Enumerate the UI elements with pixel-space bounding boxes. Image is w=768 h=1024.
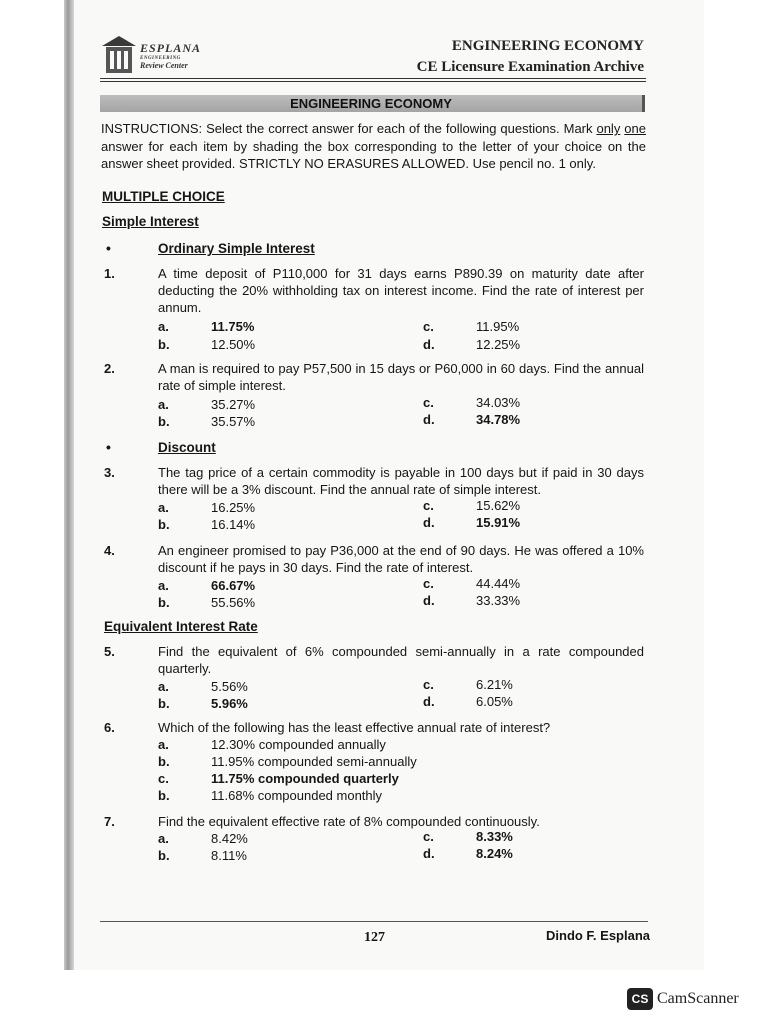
camscanner-icon: CS	[627, 988, 653, 1010]
choice-value: 35.27%	[211, 397, 256, 412]
choice-letter: d.	[423, 515, 435, 530]
choice-letter: d.	[423, 846, 435, 861]
review-center-logo	[100, 34, 235, 78]
footer-rule	[100, 921, 648, 922]
camscanner-text: CamScanner	[657, 990, 739, 1007]
choice-letter: c.	[158, 771, 169, 786]
logo-building-icon	[100, 34, 138, 74]
heading-simple-interest: Simple Interest	[102, 214, 199, 229]
choice-letter: b.	[158, 414, 170, 429]
choice-value: 44.44%	[476, 576, 521, 591]
instructions-only: only	[596, 121, 621, 136]
question-text: A man is required to pay P57,500 in 15 days or P60,000 in 60 days. Find the annual rate of simple interest.	[158, 361, 644, 393]
choice-value: 55.56%	[211, 595, 256, 610]
bullet-1: •	[106, 240, 111, 256]
choice-value: 15.91%	[476, 515, 521, 530]
choice-letter: d.	[423, 412, 435, 427]
choice-value: 11.95%	[476, 319, 520, 334]
choice-value: 11.95% compounded semi-annually	[211, 754, 417, 769]
instructions-one: one	[624, 121, 646, 136]
choice-letter: a.	[158, 679, 169, 694]
question-text: Which of the following has the least effective annual rate of interest?	[158, 720, 551, 735]
choice-letter: c.	[423, 395, 434, 410]
choice-value: 6.05%	[476, 694, 513, 709]
choice-value: 16.14%	[211, 517, 256, 532]
header-rule-2	[100, 81, 646, 82]
camscanner-watermark	[627, 988, 739, 1010]
choice-letter: a.	[158, 397, 169, 412]
question-text: An engineer promised to pay P36,000 at the end of 90 days. He was offered a 10% discount if he pays in 30 days. Find the rate of interest.	[158, 543, 644, 575]
instructions-part1: INSTRUCTIONS: Select the correct answer for each of the following questions. Mark	[101, 121, 597, 136]
question-number: 7.	[104, 814, 115, 829]
choice-value: 8.11%	[211, 848, 247, 863]
header-title-line2: CE Licensure Examination Archive	[416, 59, 644, 75]
heading-discount: Discount	[158, 440, 216, 455]
instructions-part2: answer for each item by shading the box corresponding to the letter of your choice on the answer sheet provided. STRICTLY NO ERASURES ALLOWED. Use pencil no. 1 only.	[101, 138, 646, 171]
choice-value: 16.25%	[211, 500, 256, 515]
choice-letter: a.	[158, 737, 169, 752]
heading-multiple-choice: MULTIPLE CHOICE	[102, 189, 225, 204]
choice-value: 34.03%	[476, 395, 521, 410]
question-text: A time deposit of P110,000 for 31 days earns P890.39 on maturity date after deducting the 20% withholding tax on interest income. Find the rate of interest per annum.	[158, 266, 644, 315]
choice-value: 12.50%	[211, 337, 256, 352]
choice-value: 5.96%	[211, 696, 248, 711]
binder-edge	[64, 0, 74, 970]
bullet-2: •	[106, 439, 111, 455]
header-title-line1: ENGINEERING ECONOMY	[451, 38, 644, 54]
choice-letter: c.	[423, 498, 434, 513]
choice-value: 35.57%	[211, 414, 256, 429]
choice-letter: a.	[158, 831, 169, 846]
choice-value: 8.33%	[476, 829, 513, 844]
header-title	[417, 36, 644, 78]
choice-value: 8.42%	[211, 831, 248, 846]
page-number: 127	[364, 930, 385, 945]
choice-value: 33.33%	[476, 593, 521, 608]
question-text: Find the equivalent effective rate of 8% compounded continuously.	[158, 814, 540, 829]
choice-letter: a.	[158, 500, 169, 515]
choice-value: 11.75%	[211, 319, 255, 334]
choice-letter: c.	[423, 576, 434, 591]
choice-letter: c.	[423, 677, 434, 692]
choice-letter: d.	[423, 593, 435, 608]
choice-letter: b.	[158, 788, 170, 803]
choice-letter: a.	[158, 319, 169, 334]
choice-letter: b.	[158, 337, 170, 352]
question-text: The tag price of a certain commodity is payable in 100 days but if paid in 30 days there will be a 3% discount. Find the annual rate of simple interest.	[158, 465, 644, 497]
choice-value: 15.62%	[476, 498, 521, 513]
section-banner: ENGINEERING ECONOMY	[100, 95, 645, 112]
choice-value: 66.67%	[211, 578, 256, 593]
question-number: 6.	[104, 720, 115, 735]
author-name: Dindo F. Esplana	[546, 928, 651, 943]
choice-letter: d.	[423, 337, 435, 352]
heading-equivalent-interest-rate: Equivalent Interest Rate	[104, 619, 258, 634]
choice-letter: b.	[158, 696, 170, 711]
choice-letter: c.	[423, 829, 434, 844]
instructions	[101, 120, 646, 173]
choice-letter: c.	[423, 319, 434, 334]
choice-value: 11.68% compounded monthly	[211, 788, 383, 803]
question-text: Find the equivalent of 6% compounded semi-annually in a rate compounded quarterly.	[158, 644, 644, 676]
question-number: 2.	[104, 361, 115, 376]
logo-line1: ESPLANA	[140, 41, 202, 55]
question-number: 5.	[104, 644, 115, 659]
header-rule	[100, 78, 646, 79]
heading-ordinary-simple-interest: Ordinary Simple Interest	[158, 241, 315, 256]
choice-value: 6.21%	[476, 677, 513, 692]
question-number: 4.	[104, 543, 115, 558]
choice-value: 12.25%	[476, 337, 521, 352]
choice-letter: b.	[158, 754, 170, 769]
choice-value: 34.78%	[476, 412, 521, 427]
question-number: 1.	[104, 266, 115, 281]
choice-value: 12.30% compounded annually	[211, 737, 386, 752]
choice-letter: b.	[158, 595, 170, 610]
question-number: 3.	[104, 465, 115, 480]
logo-line2: ENGINEERING	[140, 56, 181, 61]
choice-letter: b.	[158, 517, 170, 532]
choice-value: 5.56%	[211, 679, 248, 694]
choice-value: 8.24%	[476, 846, 513, 861]
choice-value: 11.75% compounded quarterly	[211, 771, 399, 786]
logo-line3: Review Center	[140, 61, 188, 70]
choice-letter: a.	[158, 578, 169, 593]
choice-letter: b.	[158, 848, 170, 863]
choice-letter: d.	[423, 694, 435, 709]
